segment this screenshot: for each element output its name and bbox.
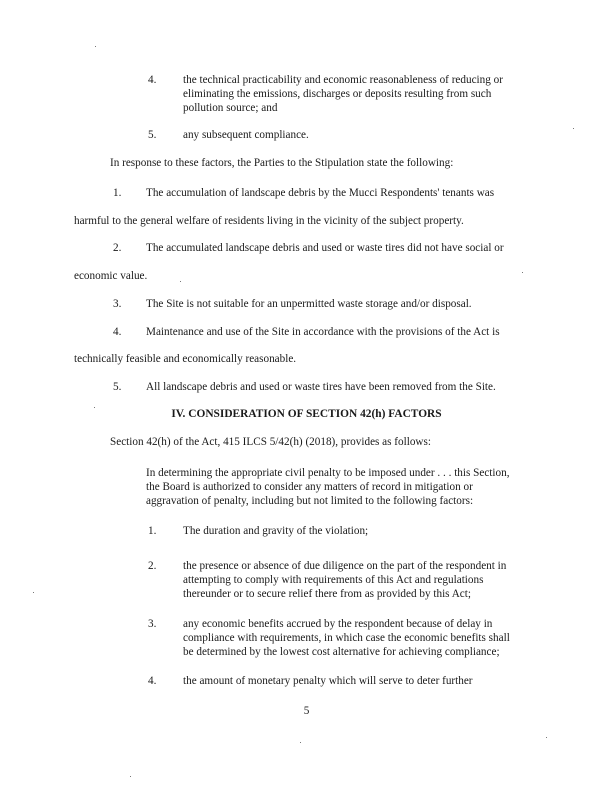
finding-text: The accumulation of landscape debris by the Mucci Respondents' tenants was [146,187,495,199]
factor-number: 4. [148,675,157,687]
list-item-text: any subsequent compliance. [183,129,309,141]
scan-speck [300,742,301,743]
finding-number: 4. [113,326,122,338]
list-item-number: 5. [148,129,157,141]
finding-number: 2. [113,242,122,254]
page-number: 5 [303,705,310,717]
factor-text: thereunder or to secure relief there from as provided by this Act; [183,588,471,600]
factor-number: 2. [148,560,157,572]
section-heading: IV. CONSIDERATION OF SECTION 42(h) FACTORS [171,408,442,420]
finding-text: All landscape debris and used or waste tires have been removed from the Site. [146,381,496,393]
factor-number: 3. [148,618,157,630]
block-quote-line: the Board is authorized to consider any matters of record in mitigation or [146,481,473,493]
finding-number: 5. [113,381,122,393]
finding-number: 1. [113,187,122,199]
scan-speck [95,46,96,47]
list-item-text: the technical practicability and economic reasonableness of reducing or [183,74,503,86]
list-item-text: pollution source; and [183,102,278,114]
finding-text-continued: technically feasible and economically reasonable. [74,353,297,365]
scan-speck [180,281,181,282]
scan-speck [573,128,574,129]
finding-text: Maintenance and use of the Site in accordance with the provisions of the Act is [146,326,500,338]
block-quote-line: In determining the appropriate civil penalty to be imposed under . . . this Section, [146,467,510,479]
factor-text: the presence or absence of due diligence on the part of the respondent in [183,560,507,572]
section-intro: Section 42(h) of the Act, 415 ILCS 5/42(h) (2018), provides as follows: [110,436,431,448]
factor-text: compliance with requirements, in which case the economic benefits shall [183,632,510,644]
finding-text-continued: harmful to the general welfare of residents living in the vicinity of the subject property. [74,215,464,227]
finding-text: The Site is not suitable for an unpermitted waste storage and/or disposal. [146,298,472,310]
factor-text: be determined by the lowest cost alternative for achieving compliance; [183,646,500,658]
factor-text: the amount of monetary penalty which will serve to deter further [183,675,473,687]
finding-text-continued: economic value. [74,270,148,282]
scan-speck [546,737,547,738]
intro-paragraph: In response to these factors, the Parties to the Stipulation state the following: [110,157,454,169]
scan-speck [130,776,131,777]
block-quote-line: aggravation of penalty, including but not limited to the following factors: [146,495,474,507]
finding-text: The accumulated landscape debris and used or waste tires did not have social or [146,242,504,254]
scan-speck [94,407,95,408]
scan-speck [33,592,34,593]
finding-number: 3. [113,298,122,310]
factor-text: attempting to comply with requirements of this Act and regulations [183,574,484,586]
list-item-text: eliminating the emissions, discharges or deposits resulting from such [183,88,492,100]
factor-number: 1. [148,525,157,537]
factor-text: any economic benefits accrued by the respondent because of delay in [183,618,493,630]
scan-speck [522,272,523,273]
list-item-number: 4. [148,74,157,86]
factor-text: The duration and gravity of the violation; [183,525,369,537]
